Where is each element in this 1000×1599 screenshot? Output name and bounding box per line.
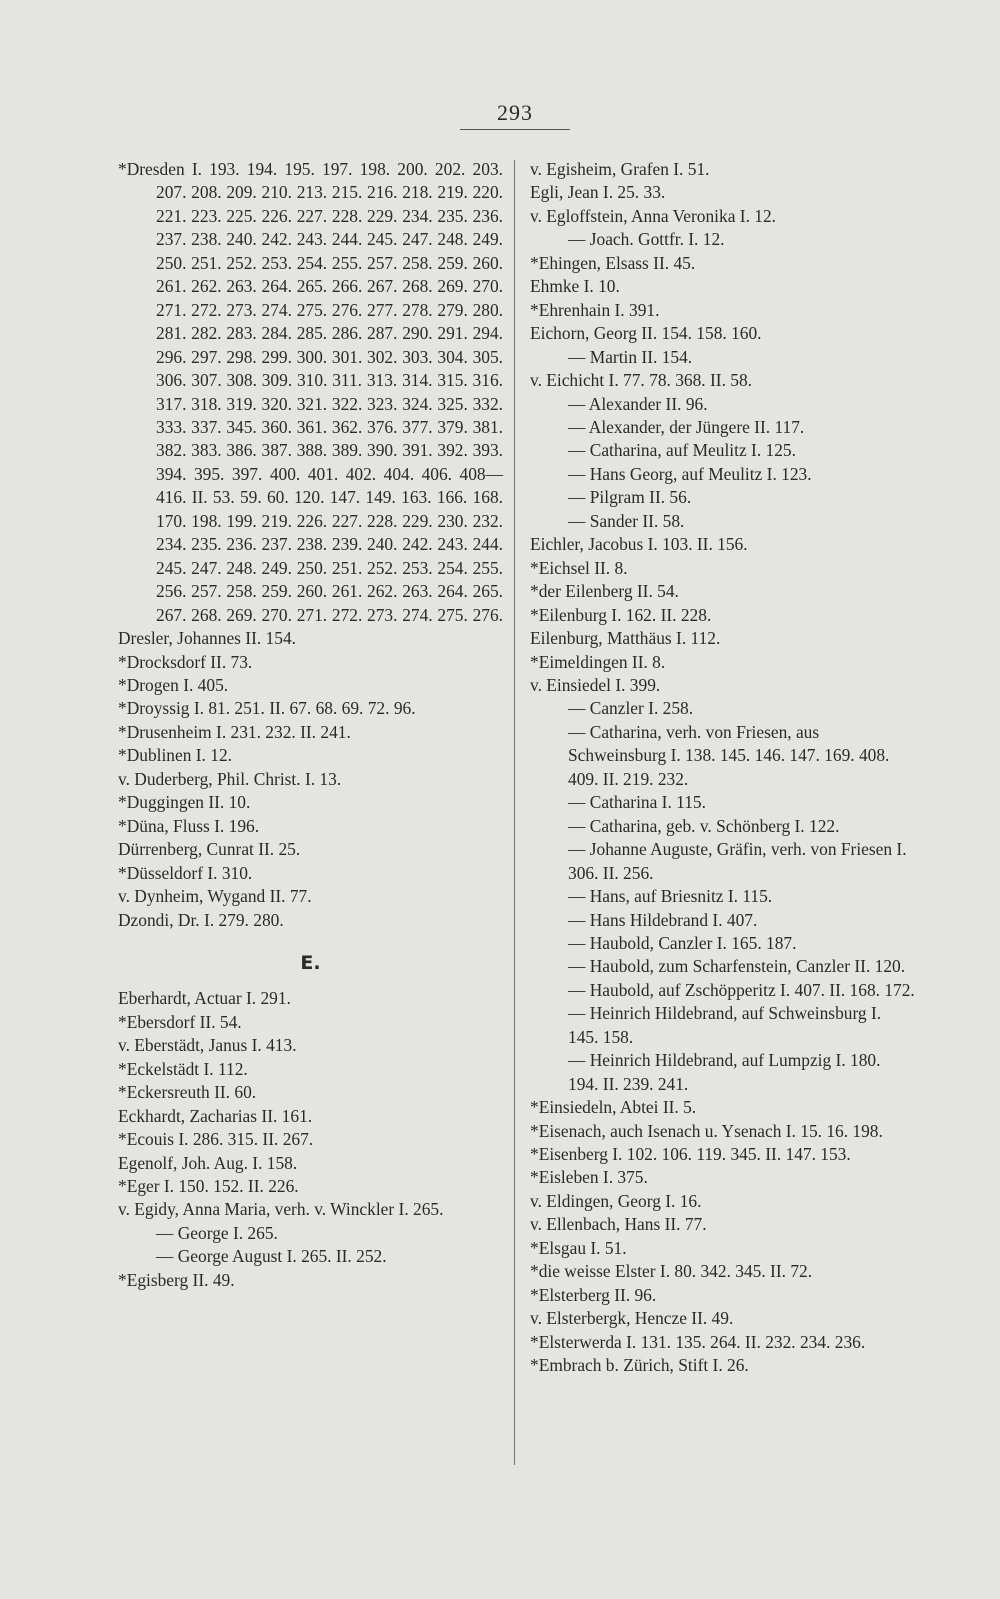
index-entry: Egli, Jean I. 25. 33. bbox=[530, 182, 666, 203]
right-column bbox=[530, 158, 915, 1378]
index-entry: *Eilenburg I. 162. II. 228. bbox=[530, 604, 712, 625]
index-entry: Eichorn, Georg II. 154. 158. 160. bbox=[530, 323, 762, 344]
index-subentry: — Alexander II. 96. bbox=[568, 393, 708, 414]
index-entry: *Dublinen I. 12. bbox=[118, 745, 232, 766]
index-subentry: — Haubold, auf Zschöpperitz I. 407. II. 168. 172. bbox=[568, 979, 915, 1000]
index-entry: *Ehingen, Elsass II. 45. bbox=[530, 252, 696, 273]
index-subentry: — Haubold, zum Scharfenstein, Canzler II. 120. bbox=[568, 956, 906, 977]
index-entry: Dürrenberg, Cunrat II. 25. bbox=[118, 839, 301, 860]
index-subentry: — Haubold, Canzler I. 165. 187. bbox=[568, 932, 797, 953]
index-entry: v. Elsterbergk, Hencze II. 49. bbox=[530, 1308, 734, 1329]
index-subentry: — George August I. 265. II. 252. bbox=[156, 1246, 387, 1267]
index-entry: Eilenburg, Matthäus I. 112. bbox=[530, 628, 721, 649]
index-entry: v. Duderberg, Phil. Christ. I. 13. bbox=[118, 768, 342, 789]
index-entry: *Dresden I. 193. 194. 195. 197. 198. 200. 202. 203. 207. 208. 209. 210. 213. 215. 216. 218. 219. 220. 221. 223. 225. 226. 227. 228. 229. 234. 235. 236. 237. 238. 240. 242. 243. 244. 245. 247. 248. 249. 250. 251. 252. 253. 254. 255. 257. 258. 259. 260. 261. 262. 263. 264. 265. 266. 267. 268. 269. 270. 271. 272. 273. 274. 275. 276. 277. 278. 279. 280. 281. 282. 283. 284. 285. 286. 287. 290. 291. 294. 296. 297. 298. 299. 300. 301. 302. 303. 304. 305. 306. 307. 308. 309. 310. 311. 313. 314. 315. 316. 317. 318. 319. 320. 321. 322. 323. 324. 325. 332. 333. 337. 345. 360. 361. 362. 376. 377. 379. 381. 382. 383. 386. 387. 388. 389. 390. 391. 392. 393. 394. 395. 397. 400. 401. 402. 404. 406. 408—416. II. 53. 59. 60. 120. 147. 149. 163. 166. 168. 170. 198. 199. 219. 226. 227. 228. 229. 230. 232. 234. 235. 236. 237. 238. 239. 240. 242. 243. 244. 245. 247. 248. 249. 250. 251. 252. 253. 254. 255. 256. 257. 258. 259. 260. 261. 262. 263. 264. 265. 267. 268. 269. 270. 271. 272. 273. 274. 275. 276. bbox=[118, 159, 503, 625]
index-subentry: — Catharina, geb. v. Schönberg I. 122. bbox=[568, 815, 840, 836]
index-entry: Ehmke I. 10. bbox=[530, 276, 620, 297]
index-entry: *Elsterberg II. 96. bbox=[530, 1284, 657, 1305]
index-entry: *Ebersdorf II. 54. bbox=[118, 1011, 242, 1032]
index-entry: v. Dynheim, Wygand II. 77. bbox=[118, 886, 312, 907]
index-entry: *Droyssig I. 81. 251. II. 67. 68. 69. 72. 96. bbox=[118, 698, 416, 719]
index-entry: *Eichsel II. 8. bbox=[530, 557, 628, 578]
index-entry: *Eisenberg I. 102. 106. 119. 345. II. 147. 153. bbox=[530, 1144, 851, 1165]
index-entry: *Düna, Fluss I. 196. bbox=[118, 815, 260, 836]
index-subentry: — Canzler I. 258. bbox=[568, 698, 694, 719]
index-subentry: — Alexander, der Jüngere II. 117. bbox=[568, 416, 805, 437]
index-subentry: — George I. 265. bbox=[156, 1222, 278, 1243]
index-entry: *Embrach b. Zürich, Stift I. 26. bbox=[530, 1355, 749, 1376]
index-entry: v. Egloffstein, Anna Veronika I. 12. bbox=[530, 205, 777, 226]
index-entry: *Eisleben I. 375. bbox=[530, 1167, 648, 1188]
index-entry: *Einsiedeln, Abtei II. 5. bbox=[530, 1097, 697, 1118]
section-letter: E. bbox=[300, 951, 321, 974]
index-entry: *Eisenach, auch Isenach u. Ysenach I. 15. 16. 198. bbox=[530, 1120, 883, 1141]
index-entry: *Eckersreuth II. 60. bbox=[118, 1082, 257, 1103]
index-entry: v. Einsiedel I. 399. bbox=[530, 674, 661, 695]
index-subentry: — Catharina, verh. von Friesen, aus Schweinsburg I. 138. 145. 146. 147. 169. 408. 409. II. 219. 232. bbox=[568, 721, 890, 789]
index-entry: *Drocksdorf II. 73. bbox=[118, 651, 253, 672]
index-entry: *Egisberg II. 49. bbox=[118, 1269, 235, 1290]
index-entry: Dzondi, Dr. I. 279. 280. bbox=[118, 909, 284, 930]
index-entry: *Drogen I. 405. bbox=[118, 674, 229, 695]
index-entry: Egenolf, Joh. Aug. I. 158. bbox=[118, 1152, 298, 1173]
index-entry: Dresler, Johannes II. 154. bbox=[118, 628, 296, 649]
index-entry: *Ehrenhain I. 391. bbox=[530, 299, 660, 320]
index-subentry: — Heinrich Hildebrand, auf Schweinsburg I. 145. 158. bbox=[568, 1003, 882, 1047]
index-subentry: — Hans Georg, auf Meulitz I. 123. bbox=[568, 463, 812, 484]
index-entry: v. Egidy, Anna Maria, verh. v. Winckler I. 265. bbox=[118, 1199, 444, 1220]
index-entry: *Elsgau I. 51. bbox=[530, 1237, 627, 1258]
index-entry: *der Eilenberg II. 54. bbox=[530, 581, 679, 602]
index-entry: *Duggingen II. 10. bbox=[118, 792, 251, 813]
index-entry: *Ecouis I. 286. 315. II. 267. bbox=[118, 1129, 314, 1150]
index-subentry: — Joach. Gottfr. I. 12. bbox=[568, 229, 725, 250]
page-number: 293 bbox=[497, 100, 533, 125]
index-entry: *die weisse Elster I. 80. 342. 345. II. 72. bbox=[530, 1261, 813, 1282]
index-entry: *Eger I. 150. 152. II. 226. bbox=[118, 1176, 299, 1197]
index-entry: v. Eichicht I. 77. 78. 368. II. 58. bbox=[530, 370, 753, 391]
index-subentry: — Heinrich Hildebrand, auf Lumpzig I. 180. 194. II. 239. 241. bbox=[568, 1050, 881, 1094]
index-entry: v. Ellenbach, Hans II. 77. bbox=[530, 1214, 707, 1235]
index-subentry: — Hans Hildebrand I. 407. bbox=[568, 909, 758, 930]
index-entry: *Drusenheim I. 231. 232. II. 241. bbox=[118, 721, 351, 742]
index-subentry: — Hans, auf Briesnitz I. 115. bbox=[568, 886, 773, 907]
header-rule bbox=[460, 129, 570, 130]
index-subentry: — Pilgram II. 56. bbox=[568, 487, 692, 508]
index-subentry: — Martin II. 154. bbox=[568, 346, 693, 367]
column-divider bbox=[514, 160, 515, 1465]
left-column bbox=[118, 158, 503, 1292]
index-entry: *Eckelstädt I. 112. bbox=[118, 1058, 248, 1079]
index-entry: v. Eldingen, Georg I. 16. bbox=[530, 1190, 702, 1211]
index-entry: Eberhardt, Actuar I. 291. bbox=[118, 988, 291, 1009]
index-entry: Eichler, Jacobus I. 103. II. 156. bbox=[530, 534, 748, 555]
index-entry: Eckhardt, Zacharias II. 161. bbox=[118, 1105, 313, 1126]
index-entry: v. Egisheim, Grafen I. 51. bbox=[530, 159, 710, 179]
index-subentry: — Johanne Auguste, Gräfin, verh. von Friesen I. 306. II. 256. bbox=[568, 839, 907, 883]
index-entry: *Eimeldingen II. 8. bbox=[530, 651, 666, 672]
index-subentry: — Sander II. 58. bbox=[568, 510, 685, 531]
index-entry: *Düsseldorf I. 310. bbox=[118, 862, 253, 883]
index-subentry: — Catharina I. 115. bbox=[568, 792, 706, 813]
index-entry: *Elsterwerda I. 131. 135. 264. II. 232. 234. 236. bbox=[530, 1331, 866, 1352]
index-entry: v. Eberstädt, Janus I. 413. bbox=[118, 1035, 297, 1056]
index-subentry: — Catharina, auf Meulitz I. 125. bbox=[568, 440, 796, 461]
